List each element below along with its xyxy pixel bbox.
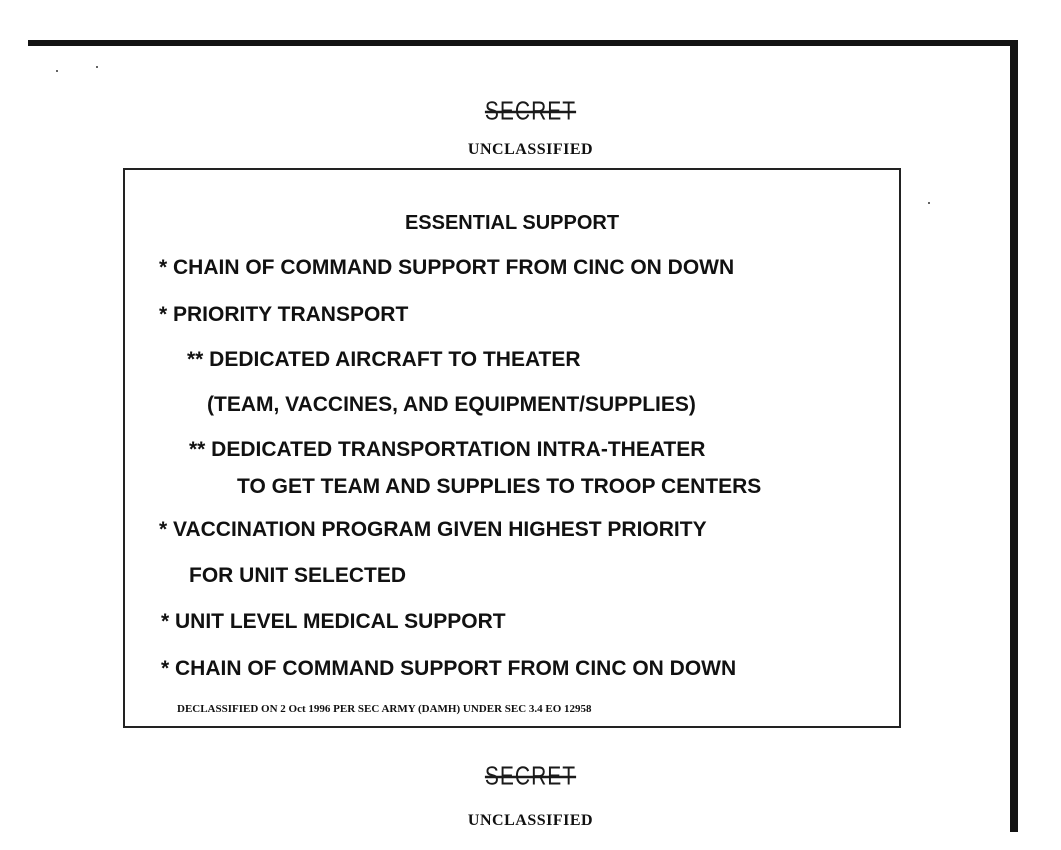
slide-line-unit-medical: * UNIT LEVEL MEDICAL SUPPORT xyxy=(161,610,506,633)
slide-line-team-vaccines: (TEAM, VACCINES, AND EQUIPMENT/SUPPLIES) xyxy=(207,393,696,416)
slide-line-chain-of-command-repeat: * CHAIN OF COMMAND SUPPORT FROM CINC ON DOWN xyxy=(161,657,737,680)
scan-speck xyxy=(96,66,98,68)
slide-line-intra-theater: ** DEDICATED TRANSPORTATION INTRA-THEATER xyxy=(189,438,706,461)
slide-line-chain-of-command: * CHAIN OF COMMAND SUPPORT FROM CINC ON DOWN xyxy=(159,256,735,279)
slide-box xyxy=(123,168,901,728)
slide-title: ESSENTIAL SUPPORT xyxy=(404,212,620,234)
scan-speck xyxy=(928,202,930,204)
footer-unclassified-marking: UNCLASSIFIED xyxy=(467,812,594,829)
footer-secret-marking: SECRET xyxy=(484,762,577,791)
slide-line-troop-centers: TO GET TEAM AND SUPPLIES TO TROOP CENTERS xyxy=(237,475,762,498)
slide-line-priority-transport: * PRIORITY TRANSPORT xyxy=(159,303,409,326)
header-secret-marking: SECRET xyxy=(484,97,577,126)
header-unclassified-marking: UNCLASSIFIED xyxy=(467,141,594,158)
scan-top-border xyxy=(28,40,1018,46)
slide-line-unit-selected: FOR UNIT SELECTED xyxy=(189,564,407,587)
declassification-notice: DECLASSIFIED ON 2 Oct 1996 PER SEC ARMY (DAMH) UNDER SEC 3.4 EO 12958 xyxy=(177,703,592,715)
slide-line-vaccination-program: * VACCINATION PROGRAM GIVEN HIGHEST PRIORITY xyxy=(159,518,707,541)
slide-line-dedicated-aircraft: ** DEDICATED AIRCRAFT TO THEATER xyxy=(187,348,581,371)
scan-speck xyxy=(56,70,58,72)
